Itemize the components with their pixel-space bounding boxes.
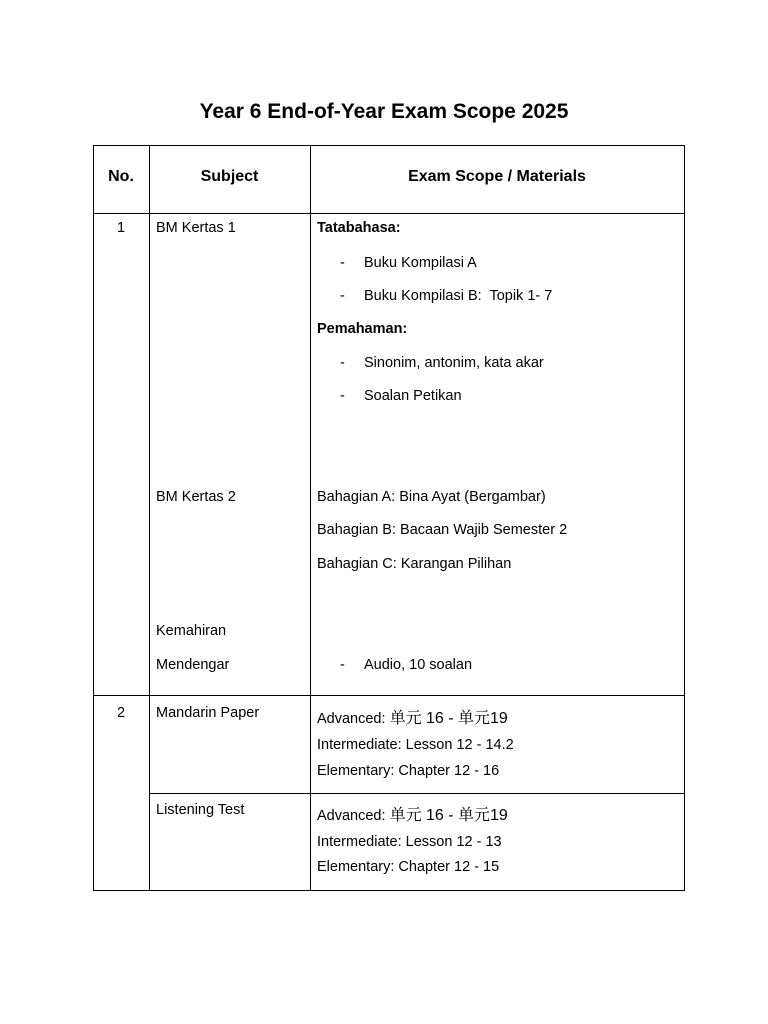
scope-line: Bahagian A: Bina Ayat (Bergambar) xyxy=(317,489,546,505)
subrow-divider xyxy=(149,793,685,794)
list-item: Audio, 10 soalan xyxy=(364,657,473,673)
section-heading-pemahaman: Pemahaman: xyxy=(317,321,408,337)
header-divider xyxy=(93,213,685,214)
table-divider-subject xyxy=(310,145,311,891)
bullet-dash: - xyxy=(340,288,345,304)
level-value: 单元 16 - 单元19 xyxy=(389,710,508,727)
list-item: Soalan Petikan xyxy=(364,388,462,404)
list-item: Sinonim, antonim, kata akar xyxy=(364,355,544,371)
list-item: Buku Kompilasi A xyxy=(364,255,477,271)
section-heading-tatabahasa: Tatabahasa: xyxy=(317,220,401,236)
scope-line-intermediate: Intermediate: Lesson 12 - 13 xyxy=(317,834,502,850)
bullet-dash: - xyxy=(340,388,345,404)
scope-line-advanced xyxy=(317,705,508,728)
level-label: Advanced: xyxy=(317,808,390,824)
scope-line: Bahagian B: Bacaan Wajib Semester 2 xyxy=(317,522,568,538)
header-scope: Exam Scope / Materials xyxy=(408,168,586,185)
table-divider-no xyxy=(149,145,150,891)
scope-line-elementary: Elementary: Chapter 12 - 16 xyxy=(317,763,500,779)
table-border-right xyxy=(684,145,685,891)
scope-line-elementary: Elementary: Chapter 12 - 15 xyxy=(317,859,500,875)
bullet-dash: - xyxy=(340,657,345,673)
bullet-dash: - xyxy=(340,255,345,271)
scope-line-intermediate: Intermediate: Lesson 12 - 14.2 xyxy=(317,737,514,753)
level-value: 单元 16 - 单元19 xyxy=(389,807,508,824)
table-border-left xyxy=(93,145,94,891)
subject-mendengar: Mendengar xyxy=(156,657,230,673)
page-title: Year 6 End-of-Year Exam Scope 2025 xyxy=(199,100,569,123)
exam-scope-table xyxy=(93,145,685,891)
subject-bm-kertas-2: BM Kertas 2 xyxy=(156,489,236,505)
subject-bm-kertas-1: BM Kertas 1 xyxy=(156,220,236,236)
table-border-bottom xyxy=(93,890,685,891)
table-border-top xyxy=(93,145,685,146)
subject-kemahiran: Kemahiran xyxy=(156,623,227,639)
row-number: 2 xyxy=(116,705,126,721)
scope-line-advanced xyxy=(317,802,508,825)
scope-line: Bahagian C: Karangan Pilihan xyxy=(317,556,512,572)
list-item: Buku Kompilasi B: Topik 1- 7 xyxy=(364,288,553,304)
bullet-dash: - xyxy=(340,355,345,371)
row-divider xyxy=(93,695,685,696)
row-number: 1 xyxy=(116,220,126,236)
header-subject: Subject xyxy=(200,168,259,185)
subject-listening-test: Listening Test xyxy=(156,802,245,818)
level-label: Advanced: xyxy=(317,711,390,727)
subject-mandarin-paper: Mandarin Paper xyxy=(156,705,260,721)
header-no: No. xyxy=(108,168,134,185)
